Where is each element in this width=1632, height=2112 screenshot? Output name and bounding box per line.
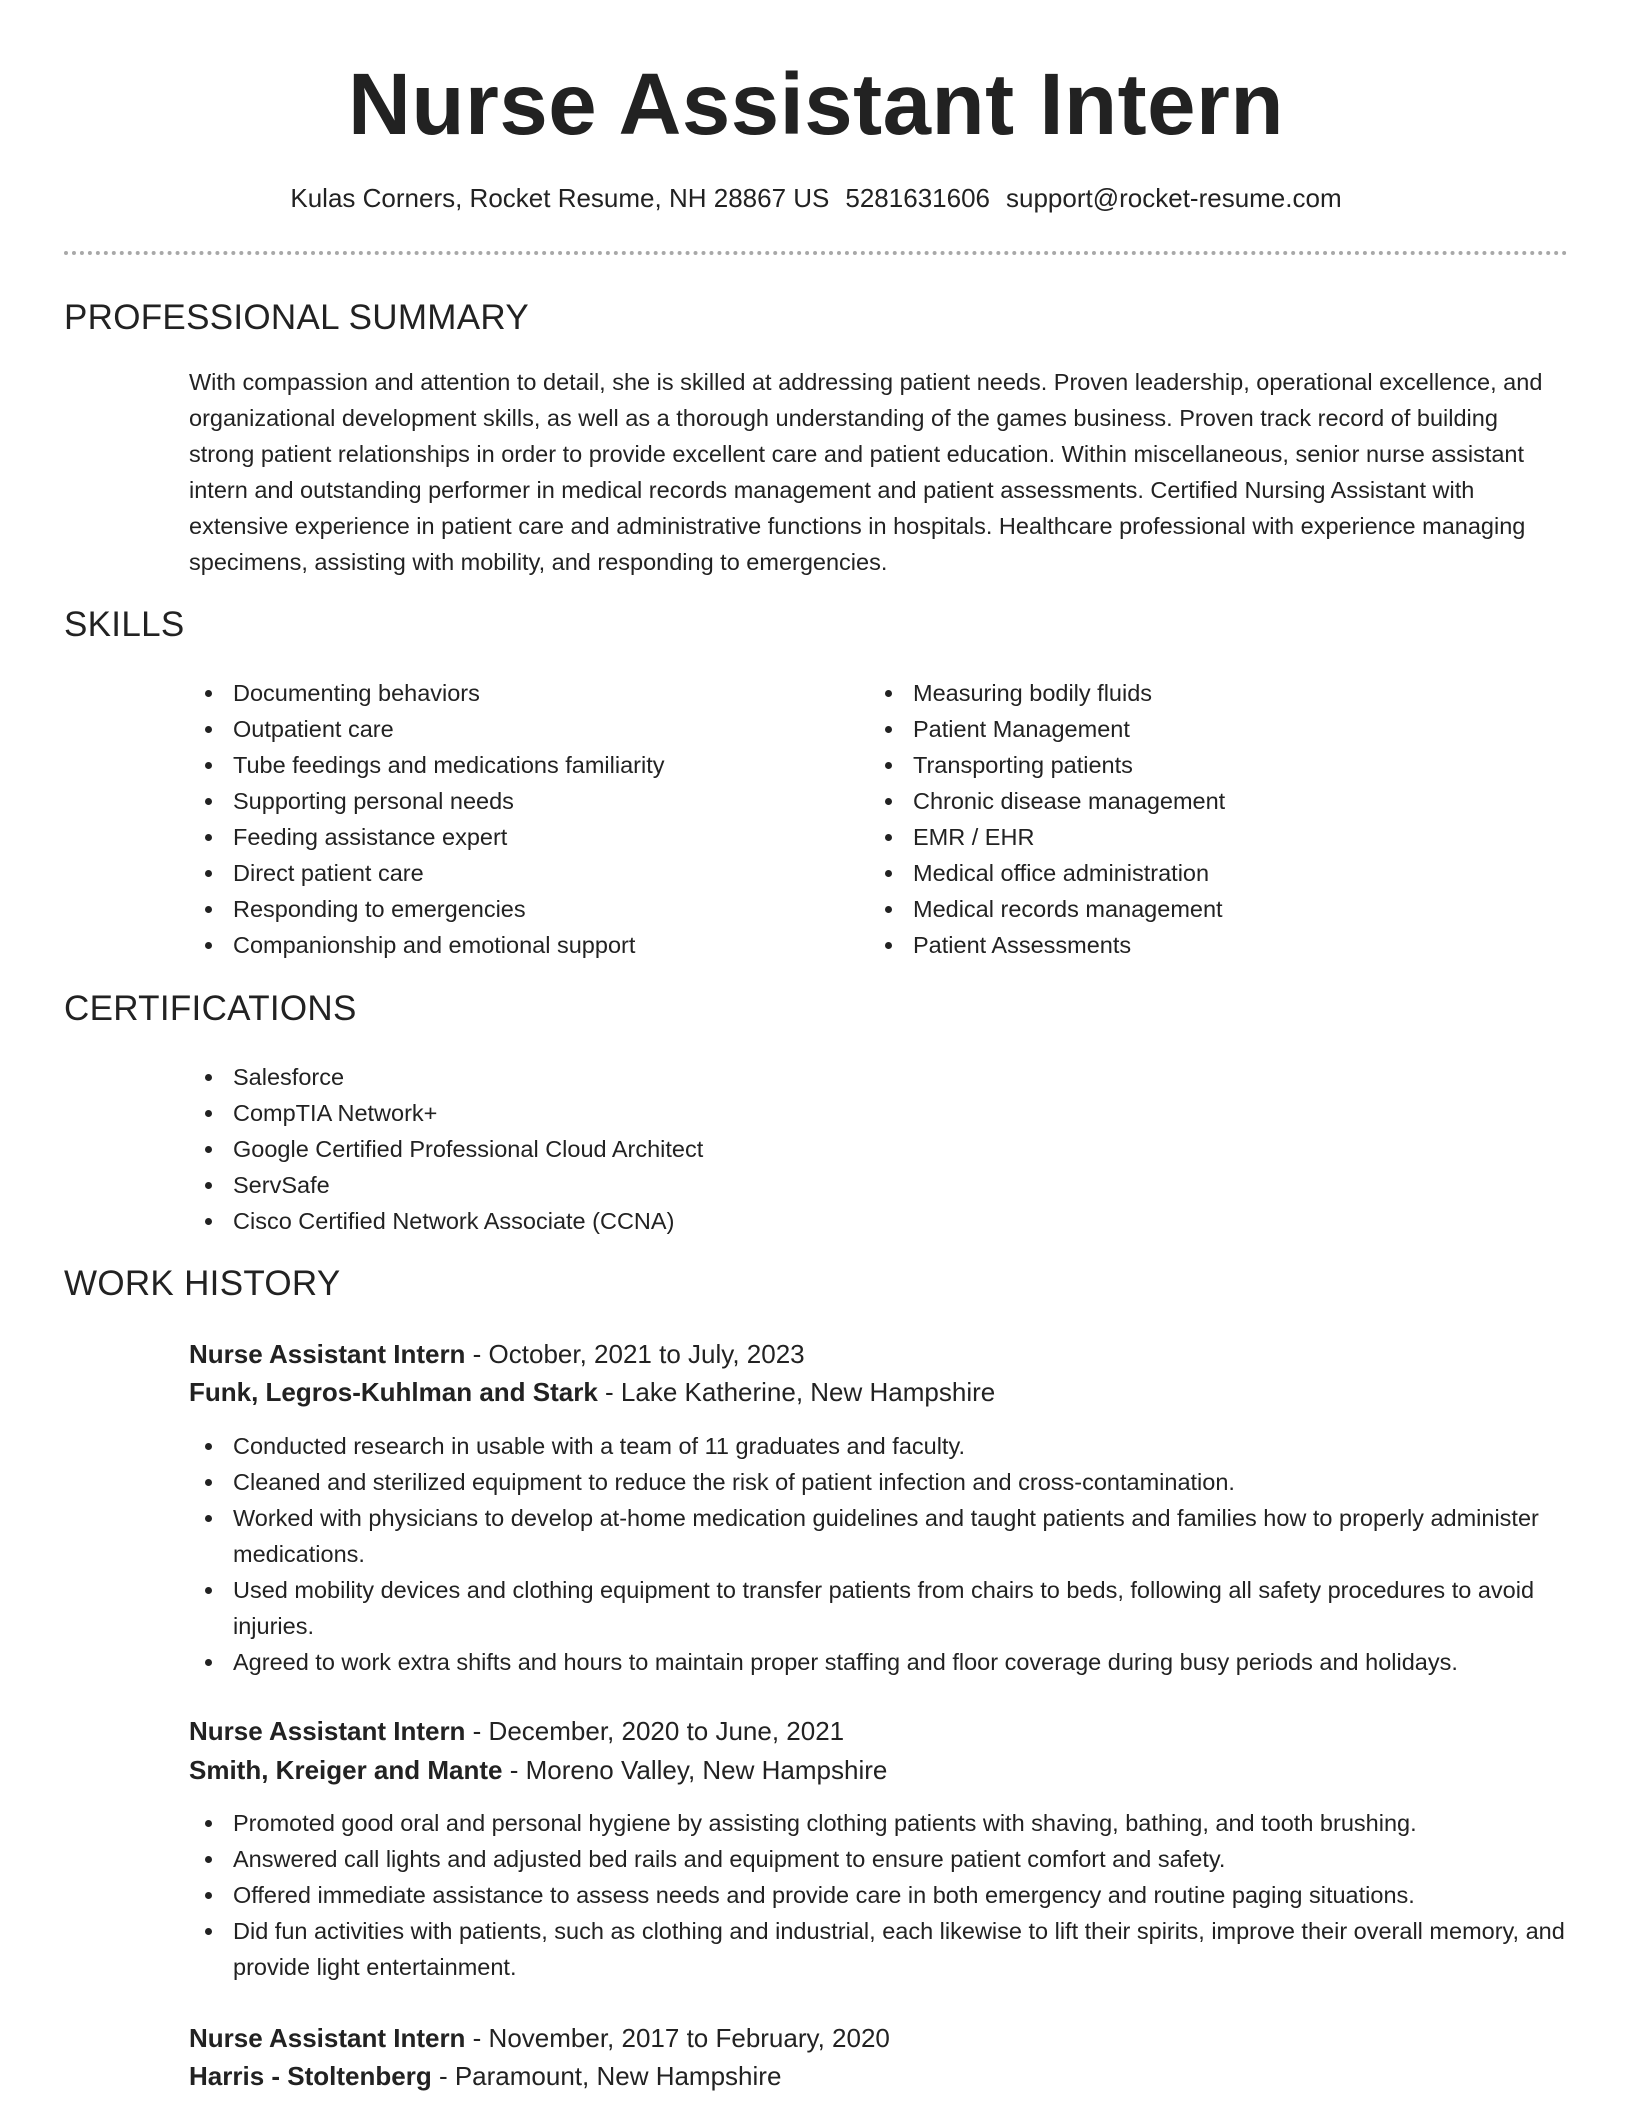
job-title: Nurse Assistant Intern <box>189 2023 466 2053</box>
certifications-heading: CERTIFICATIONS <box>64 989 357 1028</box>
certification-item: CompTIA Network+ <box>189 1095 1089 1131</box>
duty-item: Used mobility devices and clothing equipment to transfer patients from chairs to beds, following all safety procedures to avoid injuries. <box>189 1572 1569 1644</box>
job-dates: - October, 2021 to July, 2023 <box>465 1339 805 1369</box>
job-company-line <box>189 1374 995 1410</box>
certifications-list <box>189 1059 1089 1239</box>
job-title-line <box>189 1336 805 1372</box>
skill-item: Tube feedings and medications familiarity <box>189 747 829 783</box>
skill-item: Transporting patients <box>869 747 1509 783</box>
skill-item: Companionship and emotional support <box>189 927 829 963</box>
job-duties-list <box>189 1428 1569 1680</box>
job-company: Harris - Stoltenberg <box>189 2061 432 2091</box>
certification-item: Google Certified Professional Cloud Architect <box>189 1131 1089 1167</box>
job-duties-list <box>189 1805 1569 1985</box>
contact-line <box>0 180 1632 216</box>
resume-name: Nurse Assistant Intern <box>347 56 1284 153</box>
contact-address: Kulas Corners, Rocket Resume, NH 28867 US <box>290 183 830 213</box>
skill-item: Patient Management <box>869 711 1509 747</box>
skills-list-right <box>869 675 1509 963</box>
certification-item: Salesforce <box>189 1059 1089 1095</box>
certification-item: Cisco Certified Network Associate (CCNA) <box>189 1203 1089 1239</box>
skill-item: Supporting personal needs <box>189 783 829 819</box>
skill-item: EMR / EHR <box>869 819 1509 855</box>
header-divider <box>64 251 1568 255</box>
job-company-line <box>189 1752 887 1788</box>
job-location: - Paramount, New Hampshire <box>431 2061 782 2091</box>
skill-item: Measuring bodily fluids <box>869 675 1509 711</box>
duty-item: Worked with physicians to develop at-home medication guidelines and taught patients and families how to properly administer medications. <box>189 1500 1569 1572</box>
skill-item: Medical records management <box>869 891 1509 927</box>
skills-heading: SKILLS <box>64 605 185 644</box>
duty-item: Promoted good oral and personal hygiene by assisting clothing patients with shaving, bathing, and tooth brushing. <box>189 1805 1569 1841</box>
job-title: Nurse Assistant Intern <box>189 1339 466 1369</box>
duty-item: Agreed to work extra shifts and hours to maintain proper staffing and floor coverage during busy periods and holidays. <box>189 1644 1569 1680</box>
skill-item: Patient Assessments <box>869 927 1509 963</box>
contact-email: support@rocket-resume.com <box>1006 183 1342 213</box>
duty-item: Conducted research in usable with a team of 11 graduates and faculty. <box>189 1428 1569 1464</box>
job-location: - Moreno Valley, New Hampshire <box>502 1755 888 1785</box>
job-company-line <box>189 2058 781 2094</box>
job-title-line <box>189 1713 844 1749</box>
skill-item: Outpatient care <box>189 711 829 747</box>
contact-phone: 5281631606 <box>845 183 990 213</box>
job-company: Funk, Legros-Kuhlman and Stark <box>189 1377 598 1407</box>
job-title-line <box>189 2020 890 2056</box>
duty-item: Answered call lights and adjusted bed rails and equipment to ensure patient comfort and safety. <box>189 1841 1569 1877</box>
summary-text: With compassion and attention to detail, she is skilled at addressing patient needs. Proven leadership, operational excellence, and organizational development skills, as well as a thorough understanding of the games business. Proven track record of building strong patient relationships in order to provide excellent care and patient education. Within miscellaneous, senior nurse assistant intern and outstanding performer in medical records management and patient assessments. Certified Nursing Assistant with extensive experience in patient care and administrative functions in hospitals. Healthcare professional with experience managing specimens, assisting with mobility, and responding to emergencies. <box>189 369 1543 575</box>
certification-item: ServSafe <box>189 1167 1089 1203</box>
job-title: Nurse Assistant Intern <box>189 1716 466 1746</box>
skill-item: Feeding assistance expert <box>189 819 829 855</box>
duty-item: Did fun activities with patients, such as clothing and industrial, each likewise to lift their spirits, improve their overall memory, and provide light entertainment. <box>189 1913 1569 1985</box>
skill-item: Direct patient care <box>189 855 829 891</box>
skills-list-left <box>189 675 829 963</box>
duty-item: Cleaned and sterilized equipment to reduce the risk of patient infection and cross-contamination. <box>189 1464 1569 1500</box>
job-location: - Lake Katherine, New Hampshire <box>597 1377 996 1407</box>
skill-item: Chronic disease management <box>869 783 1509 819</box>
summary-heading: PROFESSIONAL SUMMARY <box>64 298 529 337</box>
job-dates: - November, 2017 to February, 2020 <box>465 2023 890 2053</box>
job-company: Smith, Kreiger and Mante <box>189 1755 503 1785</box>
skill-item: Medical office administration <box>869 855 1509 891</box>
skill-item: Responding to emergencies <box>189 891 829 927</box>
duty-item: Offered immediate assistance to assess needs and provide care in both emergency and routine paging situations. <box>189 1877 1569 1913</box>
job-dates: - December, 2020 to June, 2021 <box>465 1716 845 1746</box>
skill-item: Documenting behaviors <box>189 675 829 711</box>
work-history-heading: WORK HISTORY <box>64 1264 341 1303</box>
